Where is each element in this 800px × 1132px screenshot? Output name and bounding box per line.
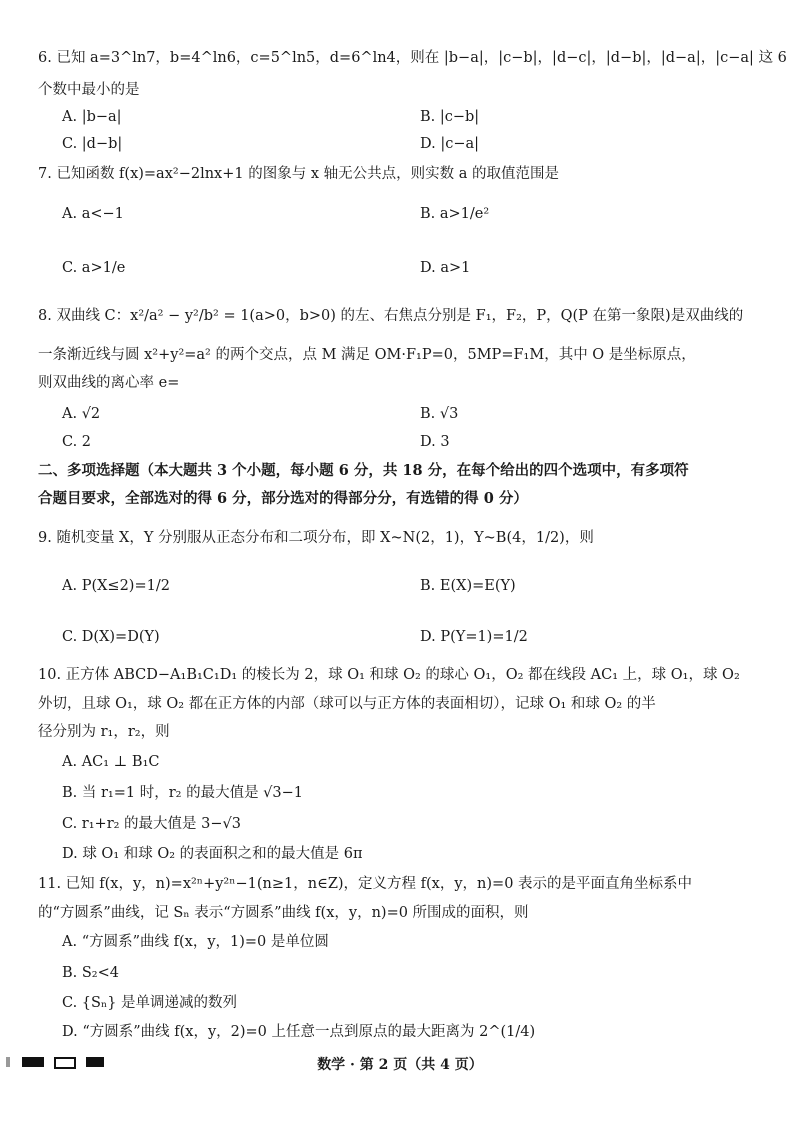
q6-stem-line2: 个数中最小的是: [38, 82, 140, 98]
q7-option-c: C. a>1/e: [62, 260, 126, 276]
q7-option-d: D. a>1: [420, 260, 471, 276]
q11-option-b: B. S₂<4: [62, 965, 119, 981]
q10-option-d: D. 球 O₁ 和球 O₂ 的表面积之和的最大值是 6π: [62, 846, 363, 862]
q10-option-a: A. AC₁ ⊥ B₁C: [62, 754, 160, 770]
q10-option-c: C. r₁+r₂ 的最大值是 3−√3: [62, 816, 241, 832]
q8-option-a: A. √2: [62, 406, 101, 422]
q6-option-b: B. |c−b|: [420, 109, 480, 125]
q11-stem-line2: 的“方圆系”曲线，记 Sₙ 表示“方圆系”曲线 f(x，y，n)=0 所围成的面积，则: [38, 905, 529, 921]
q8-stem-line2: 一条渐近线与圆 x²+y²=a² 的两个交点，点 M 满足 OM·F₁P=0，5MP=F₁M，其中 O 是坐标原点，: [38, 347, 696, 363]
q9-option-d: D. P(Y=1)=1/2: [420, 629, 528, 645]
section2-heading-line2: 合题目要求，全部选对的得 6 分，部分选对的得部分分，有选错的得 0 分）: [38, 490, 528, 507]
q8-option-c: C. 2: [62, 434, 92, 450]
q9-option-b: B. E(X)=E(Y): [420, 578, 516, 594]
q9-stem: 9. 随机变量 X，Y 分别服从正态分布和二项分布，即 X~N(2，1)，Y~B(4，1/2)，则: [38, 530, 594, 546]
page-footer: 数学 · 第 2 页（共 4 页）: [317, 1057, 483, 1073]
q11-option-d: D. “方圆系”曲线 f(x，y，2)=0 上任意一点到原点的最大距离为 2^(1/4): [62, 1024, 536, 1040]
q6-stem-line1: 6. 已知 a=3^ln7，b=4^ln6，c=5^ln5，d=6^ln4，则在 |b−a|，|c−b|，|d−c|，|d−b|，|d−a|，|c−a| 这 6: [38, 50, 787, 66]
q8-stem-line1: 8. 双曲线 C：x²/a² − y²/b² = 1(a>0，b>0) 的左、右焦点分别是 F₁，F₂，P，Q(P 在第一象限)是双曲线的: [38, 308, 744, 324]
q6-option-c: C. |d−b|: [62, 136, 123, 152]
q9-option-c: C. D(X)=D(Y): [62, 629, 160, 645]
q6-option-a: A. |b−a|: [62, 109, 122, 125]
q6-option-d: D. |c−a|: [420, 136, 480, 152]
q11-option-c: C. {Sₙ} 是单调递减的数列: [62, 995, 238, 1011]
q11-stem-line1: 11. 已知 f(x，y，n)=x²ⁿ+y²ⁿ−1(n≥1，n∈Z)，定义方程 f(x，y，n)=0 表示的是平面直角坐标系中: [38, 876, 693, 892]
q7-stem: 7. 已知函数 f(x)=ax²−2lnx+1 的图象与 x 轴无公共点，则实数 a 的取值范围是: [38, 166, 559, 182]
q7-option-a: A. a<−1: [62, 206, 124, 222]
q10-stem-line2: 外切，且球 O₁，球 O₂ 都在正方体的内部（球可以与正方体的表面相切），记球 O₁ 和球 O₂ 的半: [38, 696, 656, 712]
q8-option-b: B. √3: [420, 406, 459, 422]
q9-option-a: A. P(X≤2)=1/2: [62, 578, 170, 594]
q10-option-b: B. 当 r₁=1 时，r₂ 的最大值是 √3−1: [62, 785, 304, 801]
q10-stem-line1: 10. 正方体 ABCD−A₁B₁C₁D₁ 的棱长为 2，球 O₁ 和球 O₂ 的球心 O₁，O₂ 都在线段 AC₁ 上，球 O₁，球 O₂: [38, 667, 740, 683]
q10-stem-line3: 径分别为 r₁，r₂，则: [38, 724, 170, 740]
q8-stem-line3: 则双曲线的离心率 e=: [38, 375, 180, 391]
q11-option-a: A. “方圆系”曲线 f(x，y，1)=0 是单位圆: [62, 934, 329, 950]
q7-option-b: B. a>1/e²: [420, 206, 490, 222]
q8-option-d: D. 3: [420, 434, 450, 450]
section2-heading-line1: 二、多项选择题（本大题共 3 个小题，每小题 6 分，共 18 分，在每个给出的四个选项中，有多项符: [38, 462, 689, 479]
